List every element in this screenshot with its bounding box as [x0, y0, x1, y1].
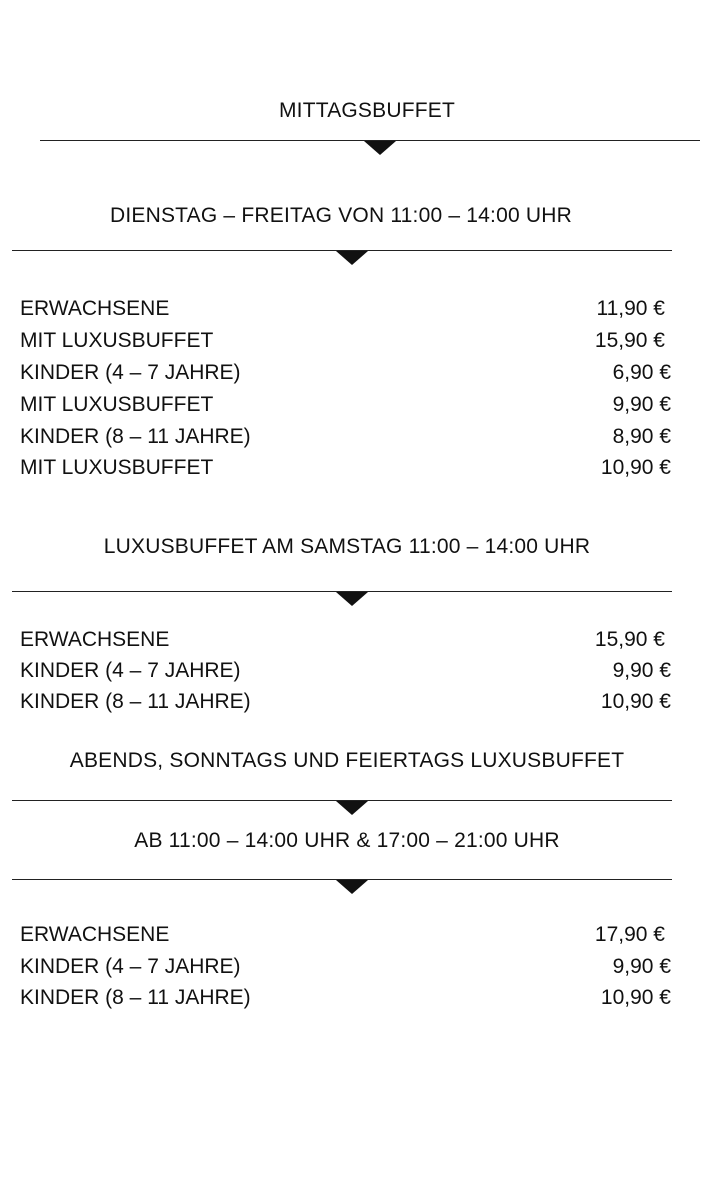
- item-price: 15,90 €: [594, 628, 665, 651]
- price-row: [20, 297, 671, 327]
- item-label: MIT LUXUSBUFFET: [20, 456, 214, 479]
- item-label: KINDER (4 – 7 JAHRE): [20, 955, 241, 978]
- section-title-samstag: LUXUSBUFFET AM SAMSTAG 11:00 – 14:00 UHR: [103, 535, 591, 558]
- price-row: [20, 690, 671, 720]
- item-label: ERWACHSENE: [20, 628, 170, 651]
- price-row: [20, 955, 671, 985]
- item-price: 10,90 €: [600, 690, 671, 713]
- chevron-down-icon: [364, 141, 396, 155]
- item-price: 15,90 €: [594, 329, 665, 352]
- item-label: KINDER (4 – 7 JAHRE): [20, 361, 241, 384]
- item-label: KINDER (8 – 11 JAHRE): [20, 425, 251, 448]
- item-label: MIT LUXUSBUFFET: [20, 329, 214, 352]
- item-label: ERWACHSENE: [20, 923, 170, 946]
- item-price: 8,90 €: [612, 425, 671, 448]
- item-price: 17,90 €: [594, 923, 665, 946]
- chevron-down-icon: [336, 592, 368, 606]
- price-row: [20, 456, 671, 486]
- section-subtitle-dienstag-freitag: DIENSTAG – FREITAG VON 11:00 – 14:00 UHR: [110, 204, 572, 227]
- price-row: [20, 393, 671, 423]
- item-label: MIT LUXUSBUFFET: [20, 393, 214, 416]
- item-price: 10,90 €: [600, 986, 671, 1009]
- price-row: [20, 329, 671, 359]
- item-label: KINDER (4 – 7 JAHRE): [20, 659, 241, 682]
- section-subtitle-times: AB 11:00 – 14:00 UHR & 17:00 – 21:00 UHR: [134, 829, 560, 852]
- price-row: [20, 628, 671, 658]
- section-title-mittagsbuffet: MITTAGSBUFFET: [278, 99, 456, 122]
- item-price: 6,90 €: [612, 361, 671, 384]
- chevron-down-icon: [336, 880, 368, 894]
- price-row: [20, 986, 671, 1016]
- price-row: [20, 425, 671, 455]
- chevron-down-icon: [336, 801, 368, 815]
- item-label: KINDER (8 – 11 JAHRE): [20, 690, 251, 713]
- item-price: 10,90 €: [600, 456, 671, 479]
- chevron-down-icon: [336, 251, 368, 265]
- section-title-abends-sonntags: ABENDS, SONNTAGS UND FEIERTAGS LUXUSBUFFET: [69, 749, 625, 772]
- item-label: KINDER (8 – 11 JAHRE): [20, 986, 251, 1009]
- price-row: [20, 361, 671, 391]
- price-row: [20, 923, 671, 953]
- item-price: 11,90 €: [596, 297, 665, 320]
- price-row: [20, 659, 671, 689]
- item-price: 9,90 €: [612, 393, 671, 416]
- item-price: 9,90 €: [612, 955, 671, 978]
- item-price: 9,90 €: [612, 659, 671, 682]
- item-label: ERWACHSENE: [20, 297, 170, 320]
